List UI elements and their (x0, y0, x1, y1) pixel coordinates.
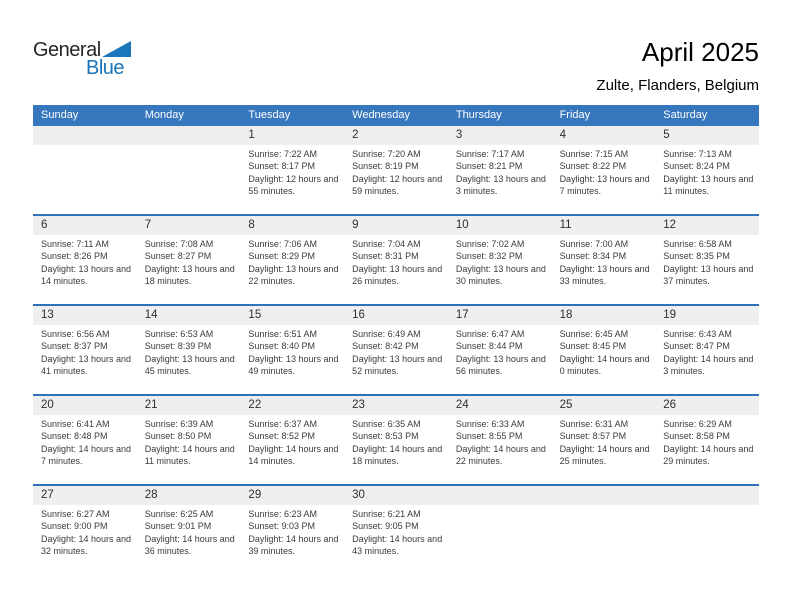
day-details (33, 415, 137, 467)
day-cell-13 (33, 306, 137, 394)
daylight-text: Daylight: 14 hours and 32 minutes. (41, 533, 132, 556)
day-details (137, 325, 241, 377)
daylight-text: Daylight: 13 hours and 56 minutes. (455, 353, 546, 376)
day-cell-30 (344, 486, 448, 574)
daylight-text: Daylight: 14 hours and 14 minutes. (248, 443, 339, 466)
daylight-text: Daylight: 14 hours and 39 minutes. (248, 533, 339, 556)
sunrise-text: Sunrise: 7:02 AM (455, 239, 525, 249)
sunrise-text: Sunrise: 7:15 AM (559, 149, 629, 159)
sunset-text: Sunset: 8:40 PM (248, 341, 315, 352)
day-number: 21 (137, 396, 241, 415)
sunrise-text: Sunrise: 6:25 AM (144, 509, 214, 519)
day-number: 7 (137, 216, 241, 235)
weekday-header-sunday: Sunday (41, 109, 79, 121)
day-cell-empty (552, 486, 656, 574)
sunset-text: Sunset: 8:47 PM (663, 341, 730, 352)
day-number: 23 (344, 396, 448, 415)
daylight-text: Daylight: 14 hours and 18 minutes. (352, 443, 443, 466)
day-cell-20 (33, 396, 137, 484)
sunset-text: Sunset: 8:39 PM (144, 341, 212, 352)
day-number: 18 (552, 306, 656, 325)
day-details (655, 415, 759, 467)
weekday-header-tuesday: Tuesday (248, 109, 291, 121)
day-number (33, 126, 137, 145)
day-cell-3 (448, 126, 552, 214)
day-cell-5 (655, 126, 759, 214)
day-cell-empty (33, 126, 137, 214)
day-details (344, 325, 448, 377)
sunrise-text: Sunrise: 7:13 AM (663, 149, 732, 159)
sunrise-text: Sunrise: 6:29 AM (663, 419, 732, 429)
sunrise-text: Sunrise: 7:06 AM (248, 239, 317, 249)
day-cell-19 (655, 306, 759, 394)
day-details (552, 415, 656, 467)
day-details (240, 325, 344, 377)
day-number: 27 (33, 486, 137, 505)
sunset-text: Sunset: 9:01 PM (144, 521, 212, 532)
sunset-text: Sunset: 8:50 PM (144, 431, 212, 442)
day-cell-24 (448, 396, 552, 484)
day-cell-16 (344, 306, 448, 394)
sunrise-text: Sunrise: 7:00 AM (559, 239, 629, 249)
sunset-text: Sunset: 8:24 PM (663, 161, 730, 172)
day-details (655, 325, 759, 377)
day-details (655, 235, 759, 287)
day-cell-empty (448, 486, 552, 574)
sunset-text: Sunset: 8:31 PM (352, 251, 419, 262)
day-number (137, 126, 241, 145)
day-cell-2 (344, 126, 448, 214)
sunrise-text: Sunrise: 7:11 AM (41, 239, 109, 249)
day-number: 26 (655, 396, 759, 415)
daylight-text: Daylight: 13 hours and 3 minutes. (455, 173, 546, 196)
sunrise-text: Sunrise: 6:58 AM (663, 239, 732, 249)
day-cell-11 (552, 216, 656, 304)
sunrise-text: Sunrise: 7:04 AM (352, 239, 421, 249)
day-details (655, 145, 759, 197)
sunset-text: Sunset: 9:05 PM (352, 521, 419, 532)
day-cell-27 (33, 486, 137, 574)
sunset-text: Sunset: 8:57 PM (559, 431, 627, 442)
sunrise-text: Sunrise: 6:41 AM (41, 419, 110, 429)
sunrise-text: Sunrise: 7:08 AM (144, 239, 214, 249)
daylight-text: Daylight: 13 hours and 26 minutes. (352, 263, 443, 286)
week-row (33, 304, 759, 394)
daylight-text: Daylight: 13 hours and 11 minutes. (663, 173, 754, 196)
day-details (240, 505, 344, 557)
day-number: 22 (240, 396, 344, 415)
weekday-header-wednesday: Wednesday (352, 109, 411, 121)
sunrise-text: Sunrise: 6:33 AM (455, 419, 525, 429)
weeks-container (33, 126, 759, 574)
page-title: April 2025 (641, 37, 759, 67)
day-cell-22 (240, 396, 344, 484)
daylight-text: Daylight: 14 hours and 36 minutes. (144, 533, 235, 556)
day-details (240, 235, 344, 287)
day-details (344, 145, 448, 197)
day-cell-17 (448, 306, 552, 394)
day-number: 16 (344, 306, 448, 325)
daylight-text: Daylight: 14 hours and 0 minutes. (559, 353, 650, 376)
sunrise-text: Sunrise: 6:56 AM (41, 329, 110, 339)
daylight-text: Daylight: 13 hours and 33 minutes. (559, 263, 650, 286)
sunrise-text: Sunrise: 6:21 AM (352, 509, 421, 519)
day-details (344, 415, 448, 467)
title-block (596, 38, 759, 94)
day-cell-8 (240, 216, 344, 304)
weekday-header-saturday: Saturday (663, 109, 708, 121)
day-cell-23 (344, 396, 448, 484)
sunrise-text: Sunrise: 7:20 AM (352, 149, 421, 159)
day-number: 20 (33, 396, 137, 415)
sunrise-text: Sunrise: 6:43 AM (663, 329, 732, 339)
day-details (448, 415, 552, 467)
day-cell-15 (240, 306, 344, 394)
day-cell-9 (344, 216, 448, 304)
daylight-text: Daylight: 13 hours and 14 minutes. (41, 263, 132, 286)
day-number: 5 (655, 126, 759, 145)
daylight-text: Daylight: 14 hours and 11 minutes. (144, 443, 235, 466)
sunrise-text: Sunrise: 7:22 AM (248, 149, 317, 159)
day-number: 9 (344, 216, 448, 235)
sunrise-text: Sunrise: 6:45 AM (559, 329, 629, 339)
day-number: 8 (240, 216, 344, 235)
sunset-text: Sunset: 8:26 PM (41, 251, 108, 262)
day-cell-empty (655, 486, 759, 574)
sunrise-text: Sunrise: 6:53 AM (144, 329, 214, 339)
sunrise-text: Sunrise: 6:49 AM (352, 329, 421, 339)
sunrise-text: Sunrise: 6:23 AM (248, 509, 317, 519)
daylight-text: Daylight: 14 hours and 43 minutes. (352, 533, 443, 556)
day-number: 25 (552, 396, 656, 415)
sunrise-text: Sunrise: 7:17 AM (455, 149, 525, 159)
day-number (448, 486, 552, 505)
weekday-header-thursday: Thursday (455, 109, 502, 121)
sunset-text: Sunset: 8:29 PM (248, 251, 315, 262)
day-details (344, 505, 448, 557)
sunrise-text: Sunrise: 6:31 AM (559, 419, 629, 429)
daylight-text: Daylight: 13 hours and 7 minutes. (559, 173, 650, 196)
daylight-text: Daylight: 13 hours and 49 minutes. (248, 353, 339, 376)
page-subtitle: Zulte, Flanders, Belgium (596, 76, 759, 94)
day-cell-1 (240, 126, 344, 214)
daylight-text: Daylight: 14 hours and 29 minutes. (663, 443, 754, 466)
day-number: 12 (655, 216, 759, 235)
sunset-text: Sunset: 8:35 PM (663, 251, 730, 262)
day-number: 30 (344, 486, 448, 505)
day-cell-12 (655, 216, 759, 304)
sunset-text: Sunset: 8:45 PM (559, 341, 627, 352)
weekday-header-friday: Friday (559, 109, 591, 121)
day-number: 19 (655, 306, 759, 325)
day-details (448, 145, 552, 197)
day-number: 3 (448, 126, 552, 145)
sunset-text: Sunset: 8:58 PM (663, 431, 730, 442)
day-details (448, 235, 552, 287)
sunrise-text: Sunrise: 6:37 AM (248, 419, 317, 429)
daylight-text: Daylight: 13 hours and 30 minutes. (455, 263, 546, 286)
daylight-text: Daylight: 14 hours and 7 minutes. (41, 443, 132, 466)
daylight-text: Daylight: 14 hours and 3 minutes. (663, 353, 754, 376)
day-details (33, 505, 137, 557)
day-cell-29 (240, 486, 344, 574)
sunrise-text: Sunrise: 6:47 AM (455, 329, 525, 339)
day-cell-7 (137, 216, 241, 304)
sunrise-text: Sunrise: 6:39 AM (144, 419, 214, 429)
day-details (448, 325, 552, 377)
general-blue-logo (33, 40, 131, 78)
day-cell-21 (137, 396, 241, 484)
sunset-text: Sunset: 9:00 PM (41, 521, 108, 532)
sunset-text: Sunset: 8:42 PM (352, 341, 419, 352)
day-details (344, 235, 448, 287)
day-details (240, 415, 344, 467)
sunset-text: Sunset: 8:17 PM (248, 161, 315, 172)
logo-word-general: General (33, 39, 101, 61)
sunset-text: Sunset: 8:19 PM (352, 161, 419, 172)
sunrise-text: Sunrise: 6:51 AM (248, 329, 317, 339)
daylight-text: Daylight: 12 hours and 55 minutes. (248, 173, 339, 196)
day-number: 1 (240, 126, 344, 145)
day-cell-25 (552, 396, 656, 484)
sunset-text: Sunset: 8:27 PM (144, 251, 212, 262)
day-cell-4 (552, 126, 656, 214)
day-details (137, 505, 241, 557)
day-cell-26 (655, 396, 759, 484)
day-details (240, 145, 344, 197)
day-details (33, 235, 137, 287)
day-number: 17 (448, 306, 552, 325)
sunset-text: Sunset: 8:52 PM (248, 431, 315, 442)
day-details (33, 325, 137, 377)
day-number: 11 (552, 216, 656, 235)
daylight-text: Daylight: 13 hours and 41 minutes. (41, 353, 132, 376)
day-number: 6 (33, 216, 137, 235)
day-cell-28 (137, 486, 241, 574)
sunrise-text: Sunrise: 6:35 AM (352, 419, 421, 429)
day-details (552, 145, 656, 197)
day-number: 24 (448, 396, 552, 415)
week-row (33, 484, 759, 574)
week-row (33, 126, 759, 214)
daylight-text: Daylight: 14 hours and 22 minutes. (455, 443, 546, 466)
sunset-text: Sunset: 9:03 PM (248, 521, 315, 532)
daylight-text: Daylight: 13 hours and 52 minutes. (352, 353, 443, 376)
sunset-text: Sunset: 8:21 PM (455, 161, 523, 172)
week-row (33, 214, 759, 304)
day-details (552, 235, 656, 287)
sunset-text: Sunset: 8:37 PM (41, 341, 108, 352)
day-number: 13 (33, 306, 137, 325)
sunset-text: Sunset: 8:34 PM (559, 251, 627, 262)
sunset-text: Sunset: 8:32 PM (455, 251, 523, 262)
day-details (137, 415, 241, 467)
day-number: 15 (240, 306, 344, 325)
day-number: 29 (240, 486, 344, 505)
sunset-text: Sunset: 8:53 PM (352, 431, 419, 442)
weekday-header-row (33, 105, 759, 126)
sunset-text: Sunset: 8:22 PM (559, 161, 627, 172)
weekday-header-monday: Monday (144, 109, 184, 121)
sunset-text: Sunset: 8:48 PM (41, 431, 108, 442)
day-cell-14 (137, 306, 241, 394)
daylight-text: Daylight: 13 hours and 18 minutes. (144, 263, 235, 286)
day-number: 2 (344, 126, 448, 145)
daylight-text: Daylight: 14 hours and 25 minutes. (559, 443, 650, 466)
day-number: 4 (552, 126, 656, 145)
day-number (655, 486, 759, 505)
daylight-text: Daylight: 13 hours and 22 minutes. (248, 263, 339, 286)
day-details (552, 325, 656, 377)
sunset-text: Sunset: 8:44 PM (455, 341, 523, 352)
day-cell-18 (552, 306, 656, 394)
day-number (552, 486, 656, 505)
week-row (33, 394, 759, 484)
day-details (137, 235, 241, 287)
daylight-text: Daylight: 13 hours and 37 minutes. (663, 263, 754, 286)
sunrise-text: Sunrise: 6:27 AM (41, 509, 110, 519)
daylight-text: Daylight: 13 hours and 45 minutes. (144, 353, 235, 376)
logo-triangle-icon (102, 41, 131, 57)
calendar-grid (33, 105, 759, 574)
daylight-text: Daylight: 12 hours and 59 minutes. (352, 173, 443, 196)
day-cell-6 (33, 216, 137, 304)
day-number: 10 (448, 216, 552, 235)
day-number: 14 (137, 306, 241, 325)
day-cell-empty (137, 126, 241, 214)
logo-word-blue: Blue (86, 57, 125, 79)
sunset-text: Sunset: 8:55 PM (455, 431, 523, 442)
day-cell-10 (448, 216, 552, 304)
day-number: 28 (137, 486, 241, 505)
